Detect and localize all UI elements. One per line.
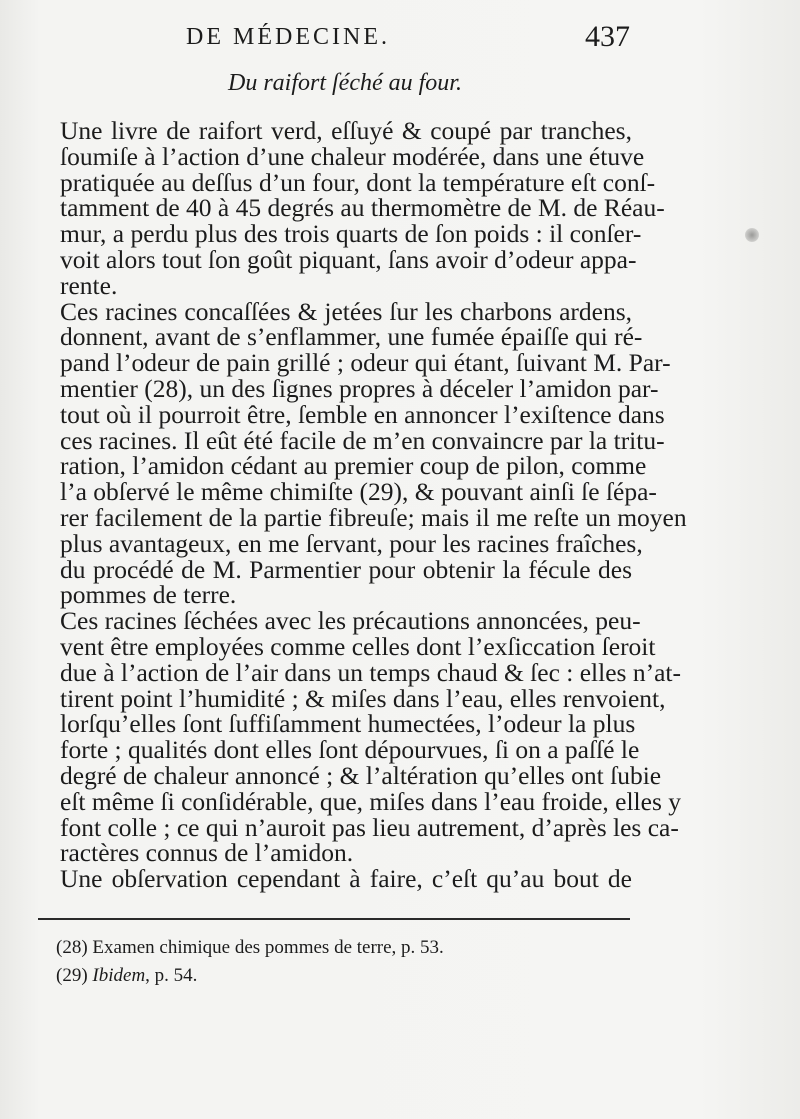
- text-line: due à l’action de l’air dans un temps chaud & ſec : elles n’at-: [60, 657, 681, 687]
- text-line: forte ; qualités dont elles ſont dépourvues, ſi on a paſſé le: [60, 735, 640, 765]
- footnote-italic: Ibidem: [92, 965, 146, 986]
- footnotes: [56, 934, 636, 990]
- text-line: ſoumiſe à l’action d’une chaleur modérée, dans une étuve: [60, 141, 645, 171]
- text-line: eſt même ſi conſidérable, que, miſes dans l’eau froide, elles y: [60, 786, 681, 816]
- section-title: Du raifort ſéché au four.: [228, 70, 462, 96]
- running-title: DE MÉDECINE.: [186, 24, 390, 50]
- text-line: ces racines. Il eût été facile de m’en convaincre par la tritu-: [60, 425, 665, 455]
- text-line: vent être employées comme celles dont l’exſiccation ſeroit: [60, 631, 656, 661]
- footnote: [56, 934, 636, 962]
- footnote-text: Examen chimique des pommes de terre, p. 53.: [92, 937, 444, 958]
- text-line: pand l’odeur de pain grillé ; odeur qui étant, ſuivant M. Par-: [60, 348, 671, 378]
- footnote-marker: (28): [56, 937, 88, 958]
- footnote-rule: [38, 918, 630, 920]
- text-line: tout où il pourroit être, ſemble en annoncer l’exiſtence dans: [60, 399, 665, 429]
- footnote: [56, 962, 636, 990]
- text-line: mur, a perdu plus des trois quarts de ſon poids : il conſer-: [60, 219, 642, 249]
- text-line: Ces racines concaſſées & jetées ſur les charbons ardens,: [60, 296, 632, 326]
- text-line: rente.: [60, 270, 118, 300]
- text-line: ractères connus de l’amidon.: [60, 838, 354, 868]
- text-line: Une livre de raifort verd, eſſuyé & coupé par tranches,: [60, 116, 632, 145]
- text-line: l’a obſervé le même chimiſte (29), & pouvant ainſi ſe ſépa-: [60, 477, 657, 507]
- text-line: tirent point l’humidité ; & miſes dans l’eau, elles renvoient,: [60, 683, 666, 713]
- text-line: tamment de 40 à 45 degrés au thermomètre de M. de Réau-: [60, 193, 665, 223]
- text-line: font colle ; ce qui n’auroit pas lieu autrement, d’après les ca-: [60, 812, 679, 842]
- text-line: rer facilement de la partie fibreuſe; mais il me reſte un moyen: [60, 502, 687, 532]
- page-header: [60, 18, 630, 58]
- text-line: donnent, avant de s’enflammer, une fumée épaiſſe qui ré-: [60, 322, 643, 352]
- ink-smudge: [745, 228, 759, 242]
- text-line: Ces racines ſéchées avec les précautions annoncées, peu-: [60, 606, 641, 636]
- text-line: degré de chaleur annoncé ; & l’altération qu’elles ont ſubie: [60, 760, 662, 790]
- text-line: pommes de terre.: [60, 580, 237, 610]
- footnote-marker: (29): [56, 965, 88, 986]
- text-line: plus avantageux, en me ſervant, pour les racines fraîches,: [60, 528, 643, 558]
- text-line: du procédé de M. Parmentier pour obtenir la fécule des: [60, 554, 632, 584]
- text-line: pratiquée au deſſus d’un four, dont la température eſt conſ-: [60, 167, 656, 197]
- page-number: 437: [585, 20, 630, 53]
- footnote-text: , p. 54.: [145, 965, 198, 986]
- text-line: lorſqu’elles ſont ſuffiſamment humectées, l’odeur la plus: [60, 709, 636, 739]
- text-line: voit alors tout ſon goût piquant, ſans avoir d’odeur appa-: [60, 244, 637, 274]
- text-line: ration, l’amidon cédant au premier coup de pilon, comme: [60, 451, 647, 481]
- text-line: mentier (28), un des ſignes propres à déceler l’amidon par-: [60, 373, 659, 403]
- body-text: [60, 116, 687, 894]
- text-line: Une obſervation cependant à faire, c’eſt qu’au bout de: [60, 864, 632, 894]
